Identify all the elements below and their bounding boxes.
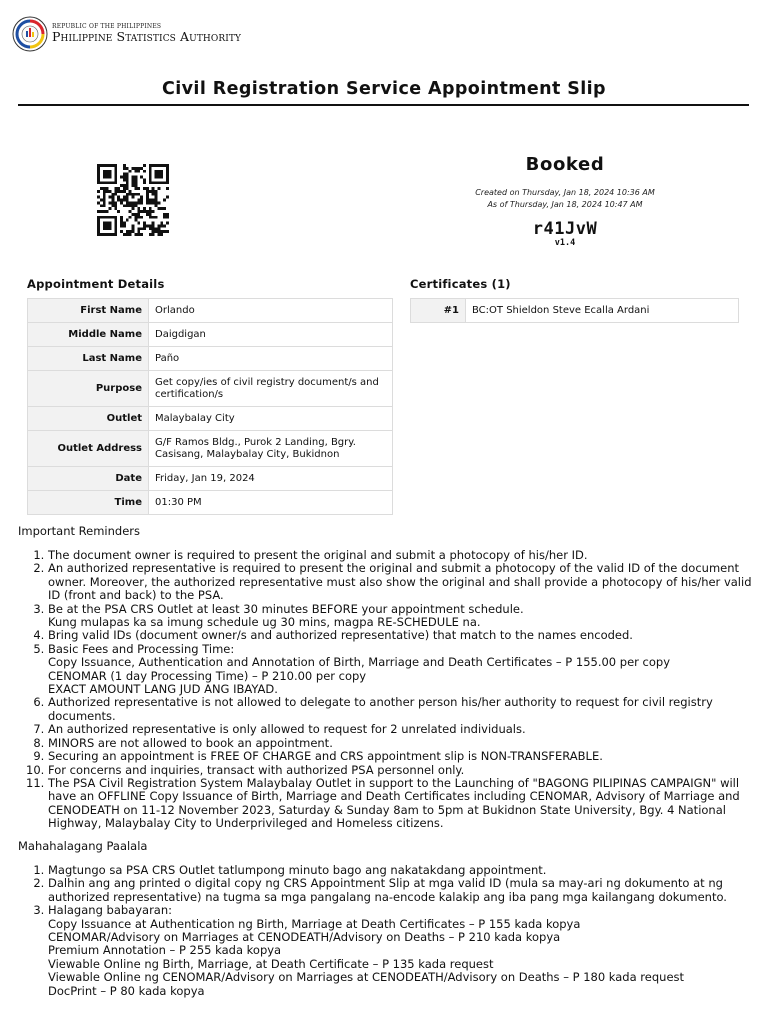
list-item: [48, 764, 753, 777]
list-item-line: MINORS are not allowed to book an appointment.: [48, 735, 333, 750]
list-item-line: Viewable Online ng CENOMAR/Advisory on Marriages at CENODEATH/Advisory on Deaths – P 180 kada request: [48, 970, 685, 985]
list-item-line: Dalhin ang ang printed o digital copy ng CRS Appointment Slip at mga valid ID (mula sa may-ari ng dokumento at ng authorized representative) na tugma sa mga pangalang na-encode kalakip ang iba pang mga kailangang dokumento.: [48, 876, 727, 904]
list-item-line: An authorized representative is required to present the original and submit a photocopy of the valid ID of the document owner. Moreover, the authorized representative must also show the original and shall provide a photocopy of his/her valid ID (front and back) to the PSA.: [48, 561, 752, 603]
list-item-line: Kung mulapas ka sa imung schedule ug 30 mins, magpa RE-SCHEDULE na.: [48, 615, 481, 630]
version-label: v1.4: [554, 238, 576, 248]
list-item-line: Authorized representative is not allowed to delegate to another person his/her authority to request for civil registry documents.: [48, 695, 713, 723]
row-value-time: 01:30 PM: [149, 491, 393, 515]
table-row: [28, 467, 393, 491]
list-item: [48, 629, 753, 642]
agency-name: Philippine Statistics Authority: [52, 29, 242, 45]
paalala-heading: Mahahalagang Paalala: [18, 839, 148, 853]
row-label-last-name: Last Name: [28, 347, 149, 371]
list-item-line: Securing an appointment is FREE OF CHARGE and CRS appointment slip is NON-TRANSFERABLE.: [48, 749, 603, 764]
certificates-table: [410, 298, 739, 323]
row-label-outlet-address: Outlet Address: [28, 431, 149, 467]
row-label-middle-name: Middle Name: [28, 323, 149, 347]
psa-seal-icon: [12, 16, 48, 52]
row-value-purpose: Get copy/ies of civil registry document/s and certification/s: [149, 371, 393, 407]
paalala-list: [18, 864, 753, 998]
row-value-first-name: Orlando: [149, 299, 393, 323]
table-row: [411, 299, 739, 323]
list-item-line: The PSA Civil Registration System Malaybalay Outlet in support to the Launching of "BAGONG PILIPINAS CAMPAIGN" will have an OFFLINE Copy Issuance of Birth, Marriage and Death Certificates including CENOMAR, Advisory of Marriage and CENODEATH on 11-12 November 2023, Saturday & Sunday 8am to 5pm at Bukidnon State University, Bgy. 4 National Highway, Malaybalay City to Underprivileged and Homeless citizens.: [48, 775, 740, 831]
table-row: [28, 347, 393, 371]
table-row: [28, 323, 393, 347]
list-item: [48, 877, 753, 904]
list-item: [48, 562, 753, 602]
reference-code: r41JvW: [532, 219, 598, 239]
appointment-details-heading: Appointment Details: [27, 277, 165, 291]
row-label-outlet: Outlet: [28, 407, 149, 431]
qr-code: [96, 164, 170, 236]
row-label-purpose: Purpose: [28, 371, 149, 407]
list-item: [48, 777, 753, 831]
row-value-date: Friday, Jan 19, 2024: [149, 467, 393, 491]
list-item: [48, 737, 753, 750]
list-item-line: Basic Fees and Processing Time:: [48, 641, 235, 656]
list-item-line: Magtungo sa PSA CRS Outlet tatlumpong minuto bago ang nakatakdang appointment.: [48, 863, 547, 877]
agency-country: REPUBLIC OF THE PHILIPPINES: [52, 23, 162, 31]
appointment-details-table: [27, 298, 393, 515]
important-reminders-heading: Important Reminders: [18, 524, 140, 538]
list-item-line: CENOMAR (1 day Processing Time) – P 210.00 per copy: [48, 668, 367, 683]
list-item: [48, 643, 753, 697]
row-label-time: Time: [28, 491, 149, 515]
list-item: [48, 723, 753, 736]
list-item-line: Halagang babayaran:: [48, 903, 173, 918]
page-title: Civil Registration Service Appointment Slip: [161, 79, 606, 99]
row-value-last-name: Paño: [149, 347, 393, 371]
table-row: [28, 407, 393, 431]
asof-timestamp: As of Thursday, Jan 18, 2024 10:47 AM: [487, 200, 643, 209]
list-item-line: CENOMAR/Advisory on Marriages at CENODEATH/Advisory on Deaths – P 210 kada kopya: [48, 930, 561, 945]
list-item-line: Be at the PSA CRS Outlet at least 30 minutes BEFORE your appointment schedule.: [48, 601, 524, 616]
title-divider: [18, 104, 749, 106]
list-item-line: The document owner is required to present the original and submit a photocopy of his/her ID.: [48, 548, 588, 562]
table-row: [28, 299, 393, 323]
list-item: [48, 549, 753, 562]
table-row: [28, 491, 393, 515]
row-value-outlet-address: G/F Ramos Bldg., Purok 2 Landing, Bgry. Casisang, Malaybalay City, Bukidnon: [149, 431, 393, 467]
row-value-middle-name: Daigdigan: [149, 323, 393, 347]
booking-status: Booked: [525, 154, 605, 175]
row-label-date: Date: [28, 467, 149, 491]
list-item-line: An authorized representative is only allowed to request for 2 unrelated individuals.: [48, 722, 526, 737]
important-reminders-list: [18, 549, 753, 831]
created-timestamp: Created on Thursday, Jan 18, 2024 10:36 AM: [475, 188, 655, 197]
certificate-description: BC:OT Shieldon Steve Ecalla Ardani: [466, 299, 739, 323]
list-item: [48, 750, 753, 763]
table-row: [28, 371, 393, 407]
list-item-line: DocPrint – P 80 kada kopya: [48, 983, 205, 998]
list-item-line: Copy Issuance at Authentication ng Birth, Marriage at Death Certificates – P 155 kada kopya: [48, 916, 581, 931]
row-value-outlet: Malaybalay City: [149, 407, 393, 431]
list-item-line: Viewable Online ng Birth, Marriage, at Death Certificate – P 135 kada request: [48, 956, 494, 971]
list-item: [48, 696, 753, 723]
list-item: [48, 864, 753, 877]
list-item-line: Copy Issuance, Authentication and Annotation of Birth, Marriage and Death Certificates – P 155.00 per copy: [48, 655, 670, 670]
certificates-heading: Certificates (1): [410, 277, 511, 291]
list-item-line: Premium Annotation – P 255 kada kopya: [48, 943, 282, 958]
list-item: [48, 603, 753, 630]
row-label-first-name: First Name: [28, 299, 149, 323]
list-item-line: For concerns and inquiries, transact with authorized PSA personnel only.: [48, 762, 465, 777]
certificate-number: #1: [411, 299, 466, 323]
list-item: [48, 904, 753, 998]
list-item-line: EXACT AMOUNT LANG JUD ANG IBAYAD.: [48, 682, 278, 697]
list-item-line: Bring valid IDs (document owner/s and authorized representative) that match to the names encoded.: [48, 628, 633, 643]
agency-header: [12, 16, 241, 52]
table-row: [28, 431, 393, 467]
